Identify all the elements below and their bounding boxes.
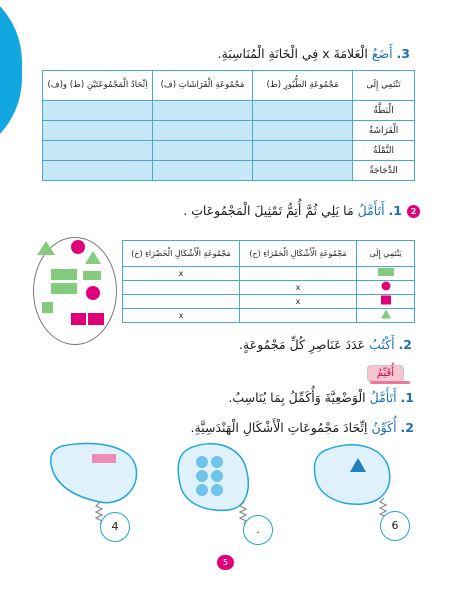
answer-cell[interactable]: x [240, 281, 357, 295]
question-text: الْوَضْعِيَّةَ وَأُكَمِّلُ بِمَا يُنَاسِبُ. [228, 390, 366, 405]
middle-count-circle[interactable]: . [243, 515, 273, 545]
evaluate-question-1 [228, 390, 414, 405]
answer-cell[interactable] [153, 161, 253, 181]
magenta-square-icon [381, 296, 391, 305]
green-rectangle-icon [51, 269, 77, 280]
answer-cell[interactable] [240, 267, 357, 281]
blue-dot-icon [196, 456, 208, 468]
membership-table-shapes [122, 240, 415, 323]
right-set-blob [314, 445, 389, 504]
row-label: الْفَرَاشَةُ [353, 121, 415, 141]
answer-cell[interactable] [253, 101, 353, 121]
question-verb: أَكْتُبُ [369, 337, 395, 352]
magenta-circle-icon [71, 240, 85, 254]
table-row [43, 141, 415, 161]
question-text: عَدَدَ عَنَاصِرِ كُلِّ مَجْمُوعَةٍ. [239, 337, 366, 352]
answer-cell[interactable] [253, 141, 353, 161]
membership-table-birds-butterflies [42, 70, 415, 181]
row-label: الْبَطَّةُ [353, 101, 415, 121]
table-header: تَنْتَمِي إِلَى [353, 71, 415, 101]
shapes-set-illustration [33, 237, 117, 345]
table-header: مَجْمُوعَةِ الْأَشْكَالِ الْحَمْرَاءِ (ح) [240, 241, 357, 267]
question-text: الْعَلامَةَ x فِي الْخَانَةِ الْمُنَاسِبَةِ. [217, 46, 368, 61]
section-badge: 2 [407, 205, 420, 218]
green-rectangle-icon [83, 271, 101, 280]
table-header: يَنْتَمِي إِلَى [357, 241, 415, 267]
table-row [123, 281, 415, 295]
green-triangle-icon [381, 310, 391, 319]
left-count-circle[interactable]: 4 [100, 512, 130, 542]
green-rectangle-icon [378, 268, 394, 276]
table-header: اِتِّحَادُ الْمَجْمُوعَتَيْنِ (ط) و(ف) [43, 71, 153, 101]
question-number: 2. [400, 420, 414, 435]
answer-cell[interactable] [153, 101, 253, 121]
page-number: 5 [217, 555, 234, 570]
question-text: مَا يَلِي ثُمَّ أُتِمُّ تَمْثِيلَ الْمَجْمُوعَاتِ . [183, 203, 354, 218]
question-verb: أُكَوِّنُ [371, 420, 397, 435]
table-row [123, 309, 415, 323]
table-row [43, 121, 415, 141]
question-number: 1. [388, 203, 402, 218]
answer-cell[interactable] [153, 141, 253, 161]
blue-dot-icon [196, 470, 208, 482]
question-text: اِتِّحَادَ مَجْمُوعَاتِ الْأَشْكَالِ الْهَنْدَسِيَّةِ. [190, 420, 368, 435]
right-count-circle[interactable]: 6 [380, 511, 410, 541]
shape-cell [357, 267, 415, 281]
answer-cell[interactable]: x [123, 309, 240, 323]
decorative-blue-shape [0, 0, 22, 160]
magenta-square-icon [71, 313, 86, 325]
table-row [123, 267, 415, 281]
blue-dot-icon [211, 470, 223, 482]
green-triangle-icon [37, 241, 55, 255]
answer-cell[interactable] [43, 141, 153, 161]
question-number: 3. [396, 46, 410, 61]
answer-cell[interactable] [123, 295, 240, 309]
left-set-blob [51, 444, 137, 503]
answer-cell[interactable] [240, 309, 357, 323]
green-rectangle-icon [51, 283, 77, 294]
table-row [43, 161, 415, 181]
shape-cell [357, 295, 415, 309]
table-header: مَجْمُوعَةِ الْفَرَاشَاتِ (ف) [153, 71, 253, 101]
table-row [43, 101, 415, 121]
question-verb: أَضَعُ [371, 46, 393, 61]
table-header: مَجْمُوعَةِ الْأَشْكَالِ الْخَضْرَاءِ (خ) [123, 241, 240, 267]
row-label: الدَّجَاجَةُ [353, 161, 415, 181]
question-verb: أَتَأَمَّلُ [357, 203, 385, 218]
blue-dot-icon [211, 484, 223, 496]
table-header: مَجْمُوعَةِ الطُّيُورِ (ط) [253, 71, 353, 101]
question-3-heading [218, 46, 410, 61]
evaluate-question-2 [191, 420, 414, 435]
magenta-circle-icon [381, 282, 390, 291]
answer-cell[interactable] [43, 161, 153, 181]
answer-cell[interactable] [253, 161, 353, 181]
blue-dot-icon [211, 456, 223, 468]
question-verb: أَتَأَمَّلُ [369, 390, 397, 405]
green-square-icon [42, 302, 53, 313]
evaluate-label: أُقَيِّمُ [367, 365, 404, 382]
magenta-square-icon [88, 313, 104, 325]
answer-cell[interactable] [123, 281, 240, 295]
answer-cell[interactable]: x [240, 295, 357, 309]
question-number: 1. [400, 390, 414, 405]
shape-cell [357, 281, 415, 295]
question-number: 2. [398, 337, 412, 352]
pink-rectangle-icon [92, 454, 116, 463]
answer-cell[interactable] [153, 121, 253, 141]
evaluate-underline [370, 381, 410, 384]
answer-cell[interactable] [43, 101, 153, 121]
answer-cell[interactable]: x [123, 267, 240, 281]
question-count-heading [239, 337, 412, 352]
answer-cell[interactable] [253, 121, 353, 141]
table-row [123, 295, 415, 309]
green-triangle-icon [85, 251, 101, 264]
magenta-circle-icon [86, 286, 100, 300]
blue-dot-icon [196, 484, 208, 496]
answer-cell[interactable] [43, 121, 153, 141]
question-sets-heading [183, 203, 402, 218]
row-label: النَّمْلَةُ [353, 141, 415, 161]
shape-cell [357, 309, 415, 323]
